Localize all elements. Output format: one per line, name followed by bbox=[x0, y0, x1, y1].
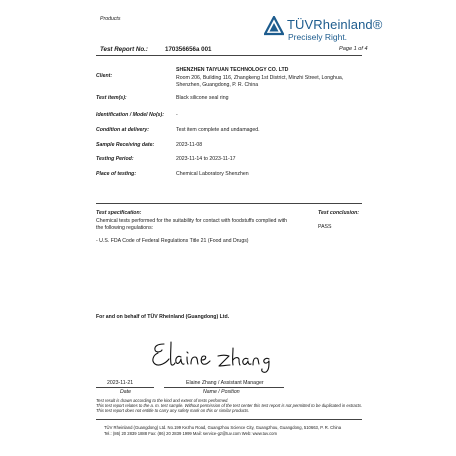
report-number-value: 170356656a 001 bbox=[165, 46, 212, 53]
specification-item: - U.S. FDA Code of Federal Regulations Title 21 (Food and Drugs) bbox=[96, 238, 249, 244]
disclaimer-line1: Test result is drawn according to the kind and extent of tests performed. bbox=[96, 398, 229, 403]
testing-period-value: 2023-11-14 to 2023-11-17 bbox=[176, 156, 236, 162]
receiving-date-value: 2023-11-08 bbox=[176, 142, 203, 148]
date-label: Date bbox=[120, 389, 131, 395]
on-behalf-statement: For and on behalf of TÜV Rheinland (Guangdong) Ltd. bbox=[96, 314, 230, 320]
test-items-label: Test item(s): bbox=[96, 95, 127, 101]
handwritten-signature bbox=[150, 336, 280, 374]
client-name: SHENZHEN TAIYUAN TECHNOLOGY CO. LTD bbox=[176, 67, 289, 73]
disclaimer-line2: This test report relates to the a. m. test sample. Without permission of the test center this test report is not permitted to be duplicated in extracts. This test report does not entitle to carry any safety mark on this or similar products. bbox=[96, 403, 363, 413]
header-divider bbox=[96, 55, 362, 56]
fields-divider bbox=[96, 203, 362, 204]
footer-contact: Tel.: (86) 20 2839 1888 Fax: (86) 20 2839 1999 Mail: service-gz@tuv.com Web: www.tuv.com bbox=[104, 431, 277, 436]
page-indicator: Page 1 of 4 bbox=[339, 46, 368, 52]
date-underline bbox=[96, 387, 154, 388]
test-conclusion-label: Test conclusion: bbox=[318, 210, 360, 216]
products-label: Products bbox=[100, 16, 121, 22]
name-underline bbox=[164, 387, 284, 388]
place-of-testing-value: Chemical Laboratory Shenzhen bbox=[176, 171, 249, 177]
footer-divider bbox=[96, 419, 362, 420]
specification-text-line2: the following regulations: bbox=[96, 225, 154, 231]
identification-label: Identification / Model No(s): bbox=[96, 112, 165, 118]
identification-value: - bbox=[176, 112, 178, 118]
signature-date: 2023-11-21 bbox=[107, 380, 134, 386]
tuv-triangle-logo-icon bbox=[264, 16, 284, 36]
brand-logo-text: TÜVRheinland® bbox=[287, 17, 383, 32]
receiving-date-label: Sample Receiving date: bbox=[96, 142, 155, 148]
testing-period-label: Testing Period: bbox=[96, 156, 134, 162]
specification-text-line1: Chemical tests performed for the suitability for contact with foodstuffs complied with bbox=[96, 218, 288, 224]
condition-value: Test item complete and undamaged. bbox=[176, 127, 260, 133]
report-number-label: Test Report No.: bbox=[100, 46, 148, 53]
client-address-line1: Room 206, Building 116, Zhangkeng 1st District, Minzhi Street, Longhua, bbox=[176, 75, 344, 81]
test-items-value: Black silicone seal ring bbox=[176, 95, 229, 101]
condition-label: Condition at delivery: bbox=[96, 127, 150, 133]
client-address-line2: Shenzhen, Guangdong, P. R. China bbox=[176, 82, 259, 88]
place-of-testing-label: Place of testing: bbox=[96, 171, 137, 177]
test-conclusion-value: PASS bbox=[318, 224, 332, 230]
test-specification-label: Test specification: bbox=[96, 210, 142, 216]
signatory-name: Elaine Zhang / Assistant Manager bbox=[186, 380, 264, 386]
client-label: Client: bbox=[96, 73, 113, 79]
name-position-label: Name / Position bbox=[203, 389, 240, 395]
brand-tagline: Precisely Right. bbox=[288, 32, 348, 42]
footer-address: TÜV Rheinland (Guangdong) Ltd. No.199 Kezhu Road, Guangzhou Science City, Guangzhou, Guangdong, 510663, P. R. China bbox=[104, 425, 342, 430]
